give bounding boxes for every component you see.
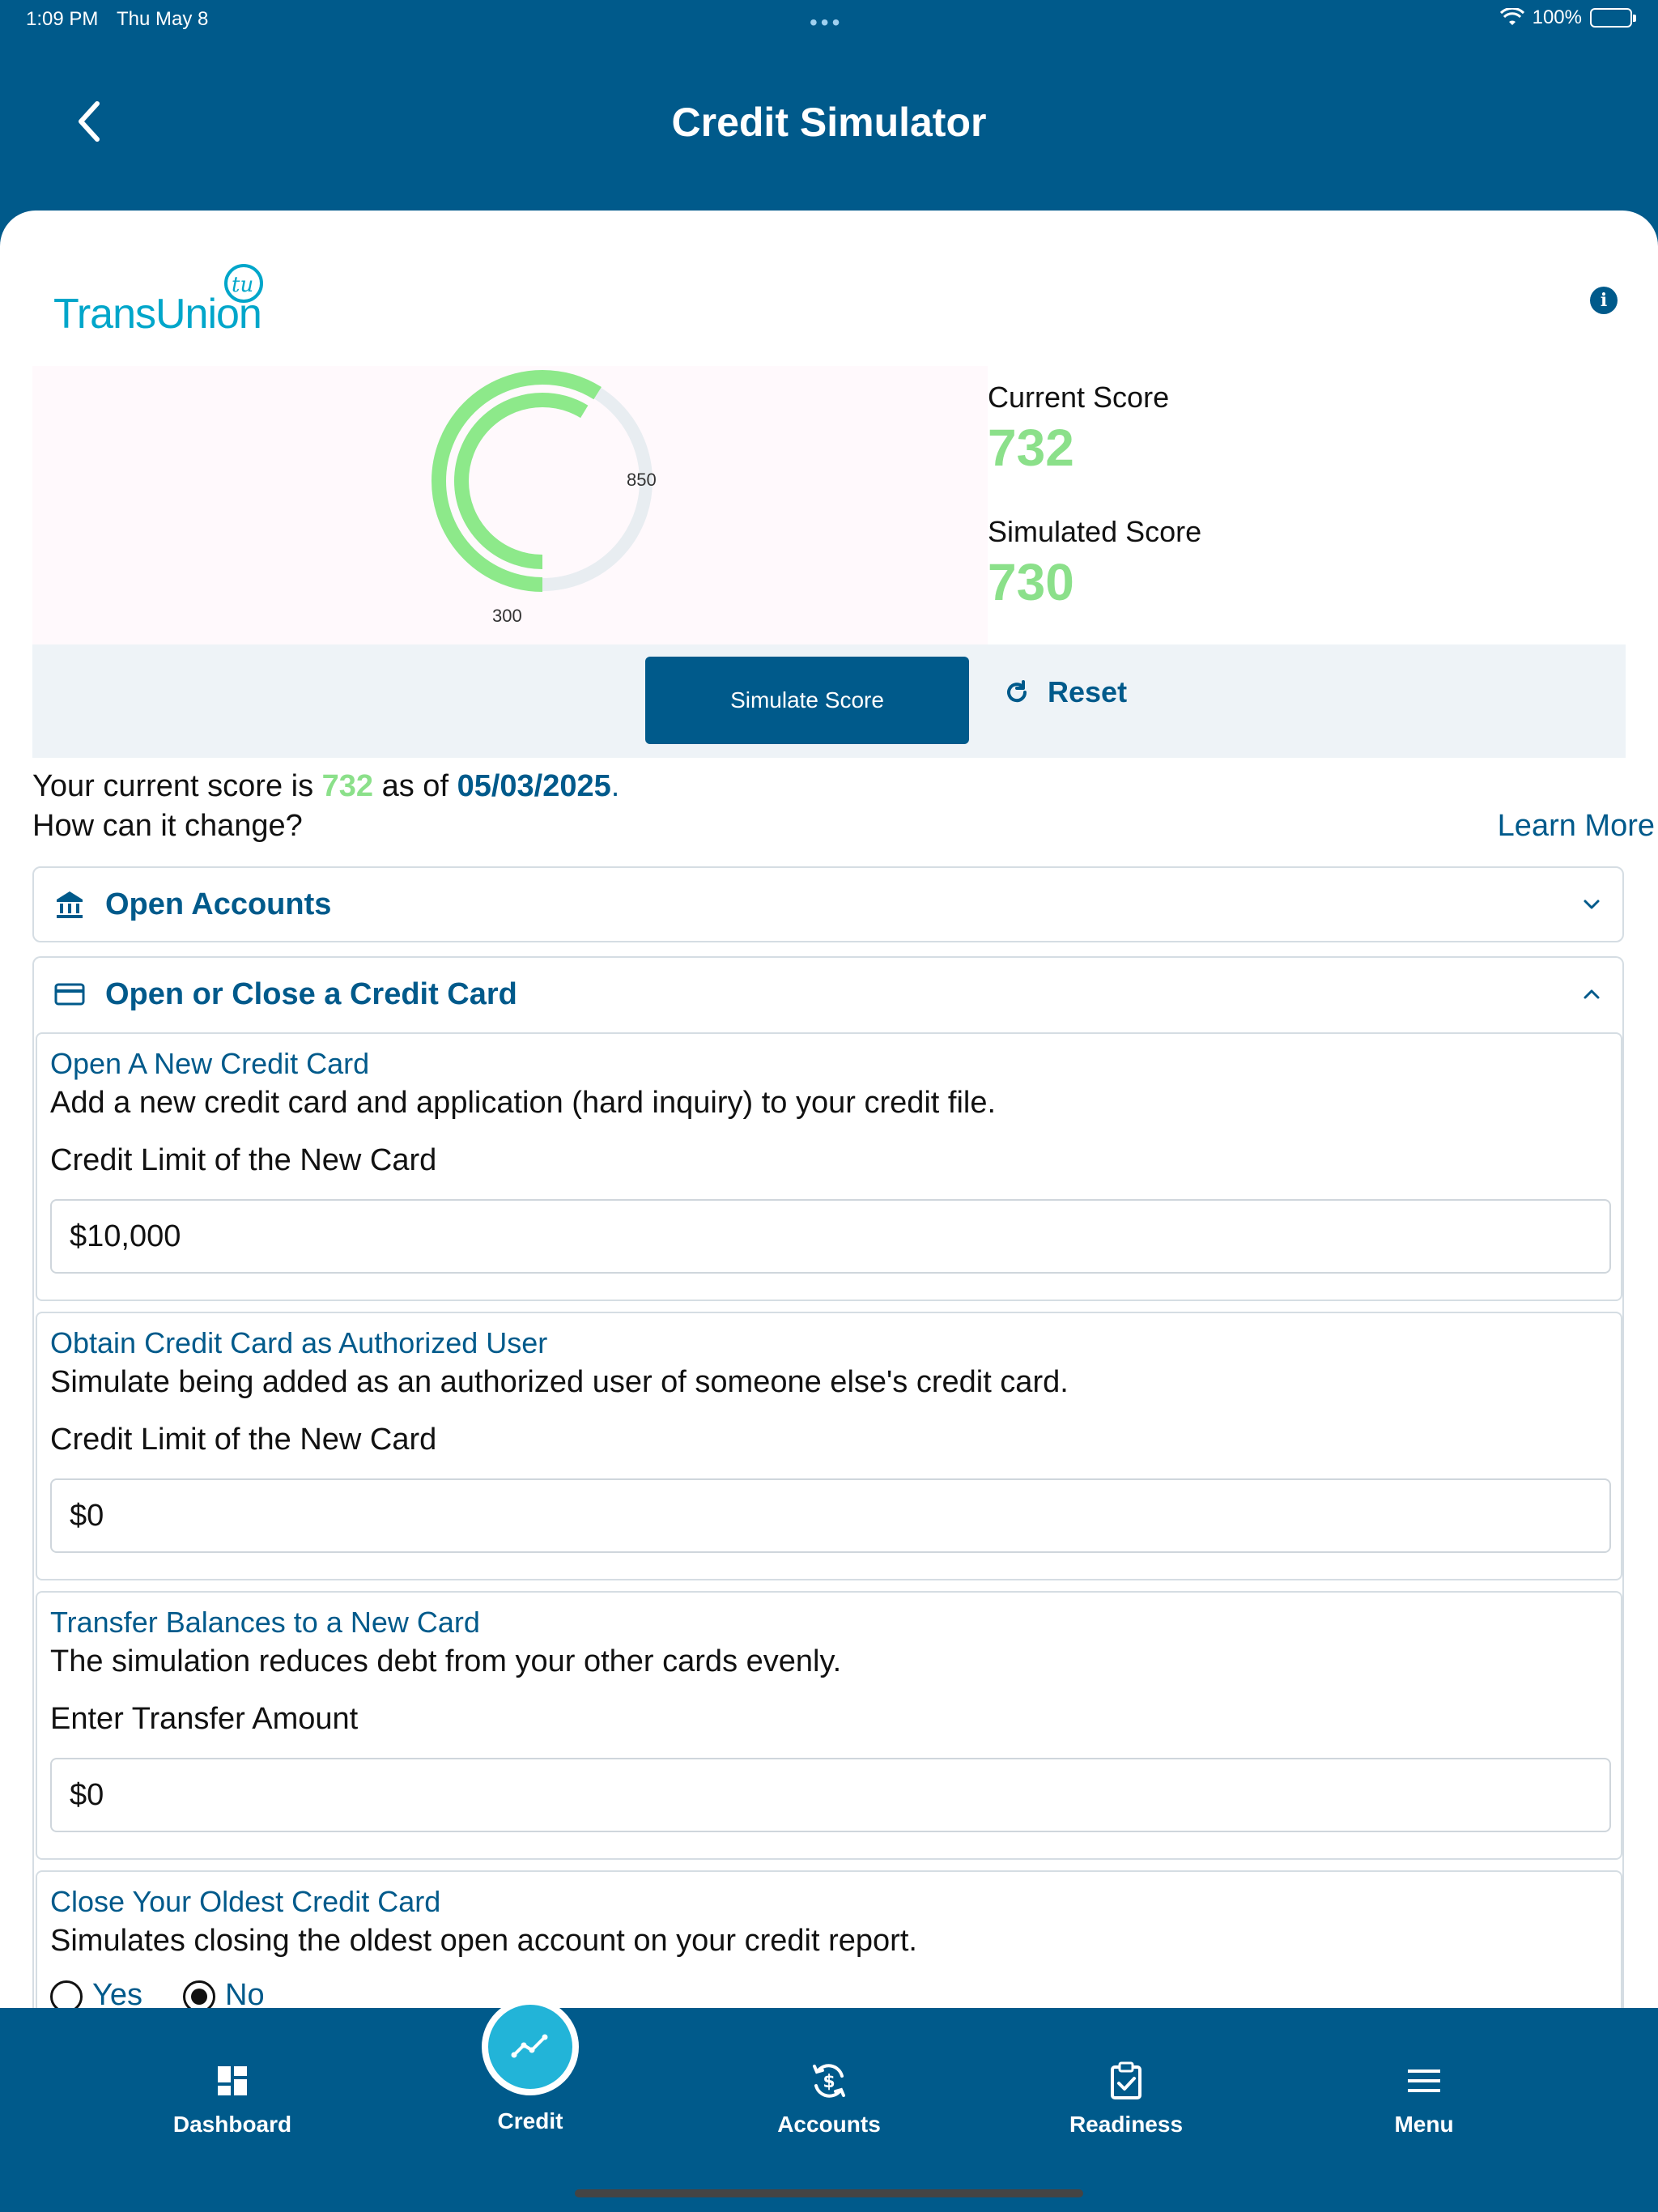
simulate-score-button[interactable]: Simulate Score <box>645 657 969 744</box>
option-close-oldest <box>36 1870 1622 2008</box>
radio-no[interactable] <box>183 1978 265 2008</box>
dashboard-icon <box>215 2063 250 2099</box>
bottom-tab-bar <box>0 2008 1658 2212</box>
wifi-icon <box>1500 8 1524 28</box>
tab-dashboard[interactable] <box>151 2057 313 2138</box>
option-transfer-balances <box>36 1591 1622 1860</box>
reset-label: Reset <box>1048 675 1128 708</box>
page-title: Credit Simulator <box>671 100 987 145</box>
tab-credit[interactable] <box>449 2108 611 2134</box>
hamburger-menu-icon <box>1406 2066 1442 2095</box>
tab-label: Accounts <box>777 2112 881 2137</box>
summary-line <box>32 769 1626 804</box>
summary-score: 732 <box>321 769 374 803</box>
accordion-title: Open Accounts <box>105 887 332 921</box>
tab-accounts[interactable] <box>748 2057 910 2138</box>
tab-readiness[interactable] <box>1045 2057 1207 2138</box>
option-description: Simulate being added as an authorized user of someone else's credit card. <box>50 1365 1069 1399</box>
transunion-logo <box>53 266 261 338</box>
clipboard-check-icon <box>1108 2061 1144 2101</box>
accordion-header[interactable] <box>34 958 1622 1031</box>
multitasking-dots-icon[interactable]: ••• <box>810 10 844 35</box>
tab-label: Menu <box>1394 2112 1454 2137</box>
score-gauge-panel <box>32 366 988 646</box>
accordion-open-accounts[interactable] <box>32 866 1624 942</box>
accordion-title: Open or Close a Credit Card <box>105 976 517 1011</box>
current-score-value: 732 <box>988 419 1074 477</box>
summary-suffix: . <box>610 769 620 803</box>
summary-question: How can it change? <box>32 809 303 843</box>
radio-no-circle[interactable] <box>183 1980 215 2008</box>
score-info <box>988 381 1201 612</box>
field-label: Credit Limit of the New Card <box>50 1143 437 1177</box>
authorized-user-limit-input[interactable]: $0 <box>50 1478 1611 1553</box>
current-score-label: Current Score <box>988 381 1170 414</box>
credit-card-icon <box>53 978 86 1010</box>
transfer-amount-input[interactable]: $0 <box>50 1758 1611 1832</box>
option-description: Add a new credit card and application (hard inquiry) to your credit file. <box>50 1086 997 1120</box>
transunion-wordmark: TransUnion <box>53 291 261 338</box>
transunion-tu-mark <box>207 262 280 311</box>
learn-more-link[interactable]: Learn More <box>1497 809 1655 843</box>
gauge-simulated-arc <box>461 400 623 562</box>
summary-prefix: Your current score is <box>32 769 322 803</box>
svg-text:$: $ <box>823 2072 835 2092</box>
summary-question-row <box>32 809 1655 844</box>
tab-credit-active-bubble[interactable] <box>482 1998 579 2095</box>
option-description: The simulation reduces debt from your other cards evenly. <box>50 1644 842 1678</box>
summary-date: 05/03/2025 <box>457 769 611 803</box>
option-title: Open A New Credit Card <box>50 1047 370 1080</box>
accounts-dollar-cycle-icon <box>808 2060 850 2102</box>
field-label: Enter Transfer Amount <box>50 1702 359 1736</box>
status-right <box>1500 6 1632 29</box>
info-icon[interactable]: i <box>1590 287 1618 314</box>
action-bar <box>32 644 1626 758</box>
refresh-icon <box>1004 679 1030 705</box>
field-label: Credit Limit of the New Card <box>50 1423 437 1457</box>
bank-icon <box>53 888 86 921</box>
option-title: Close Your Oldest Credit Card <box>50 1885 441 1918</box>
battery-percent: 100% <box>1532 6 1582 28</box>
accordion-header[interactable] <box>34 868 1622 941</box>
gauge-max-label: 850 <box>627 470 657 490</box>
option-description: Simulates closing the oldest open account on your credit report. <box>50 1924 917 1958</box>
battery-icon <box>1590 8 1632 28</box>
option-title: Transfer Balances to a New Card <box>50 1606 480 1639</box>
chevron-down-icon[interactable] <box>1580 893 1603 916</box>
tab-menu[interactable] <box>1343 2057 1505 2138</box>
option-new-credit-card <box>36 1032 1622 1301</box>
simulated-score-label: Simulated Score <box>988 515 1202 548</box>
tab-label: Readiness <box>1069 2112 1184 2137</box>
gauge-min-label: 300 <box>492 606 522 626</box>
chevron-up-icon[interactable] <box>1580 983 1603 1006</box>
option-title: Obtain Credit Card as Authorized User <box>50 1326 548 1359</box>
radio-yes[interactable] <box>50 1978 142 2008</box>
reset-button[interactable] <box>1004 675 1127 709</box>
summary-middle: as of <box>373 769 457 803</box>
simulated-score-value: 730 <box>988 553 1074 611</box>
radio-yes-label: Yes <box>92 1978 142 2008</box>
score-summary <box>32 769 1655 844</box>
home-indicator[interactable] <box>575 2189 1083 2197</box>
tab-label: Dashboard <box>172 2112 292 2137</box>
status-date: Thu May 8 <box>117 8 209 30</box>
tab-label: Credit <box>497 2108 563 2133</box>
main-card <box>0 211 1658 2008</box>
radio-yes-circle[interactable] <box>50 1980 83 2008</box>
nav-bar <box>0 73 1658 170</box>
svg-text:tu: tu <box>232 273 254 297</box>
close-oldest-radio-group <box>50 1978 1608 2008</box>
radio-no-label: No <box>225 1978 265 2008</box>
trend-line-icon <box>509 2031 551 2063</box>
option-authorized-user <box>36 1312 1622 1580</box>
new-card-limit-input[interactable]: $10,000 <box>50 1199 1611 1274</box>
status-bar <box>0 0 1658 39</box>
status-time: 1:09 PM <box>26 8 99 30</box>
score-gauge <box>389 366 680 646</box>
